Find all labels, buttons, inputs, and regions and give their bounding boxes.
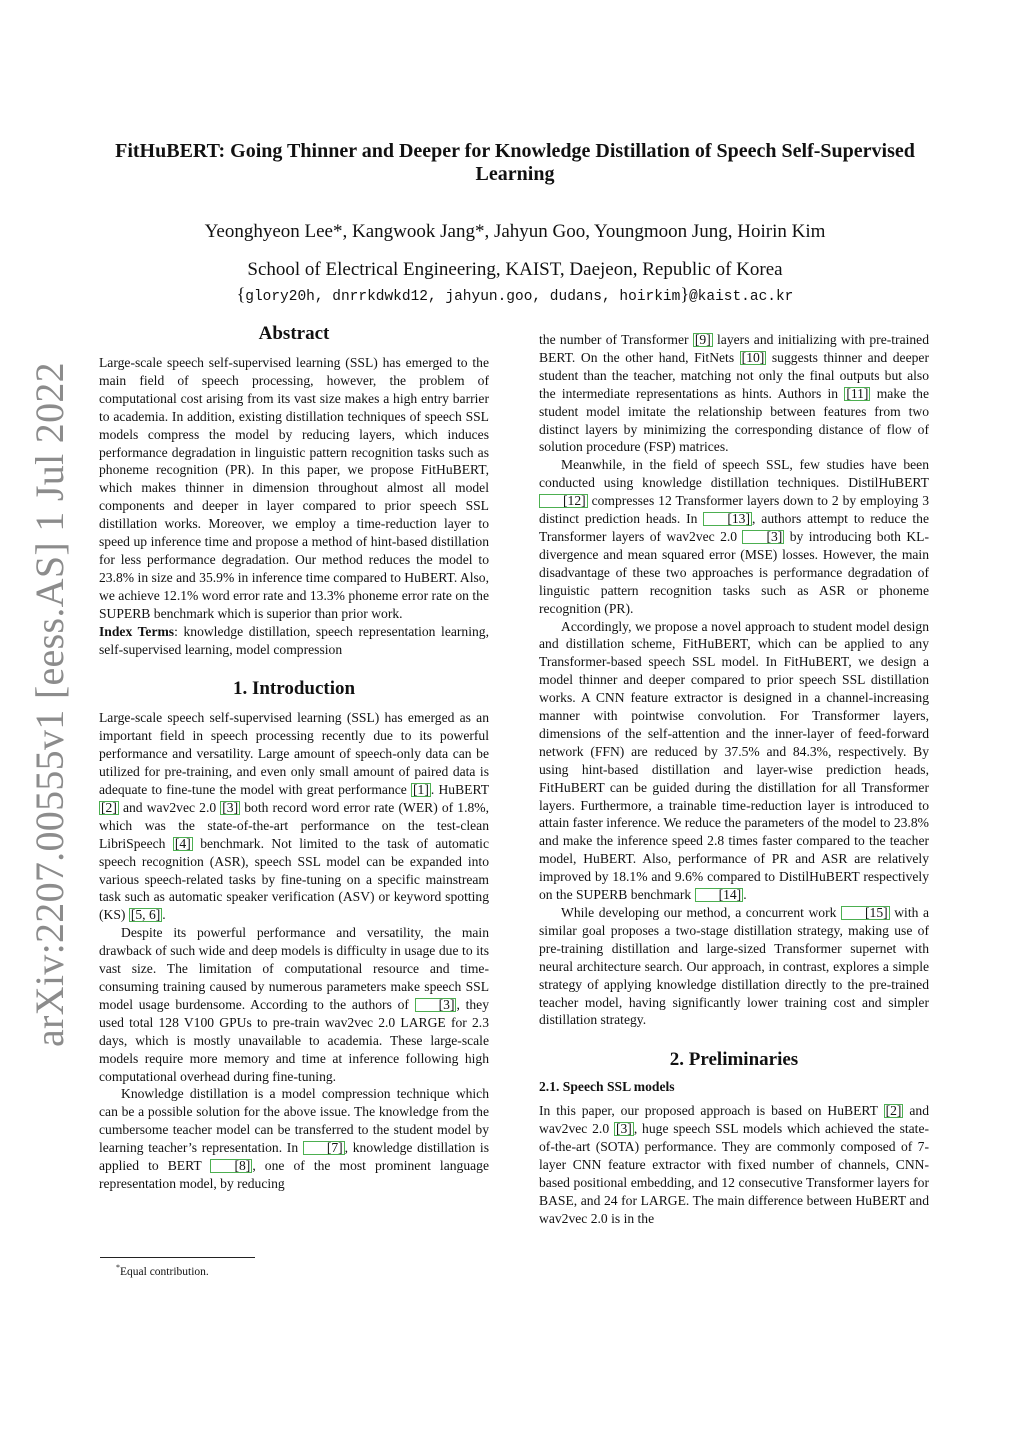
paragraph-text: and wav2vec 2.0 xyxy=(118,799,221,815)
intro-paragraph-2 xyxy=(99,924,489,1085)
footnote-mark: * xyxy=(116,1263,120,1272)
footnote-text: Equal contribution. xyxy=(120,1265,209,1278)
abstract-body: Large-scale speech self-supervised learning (SSL) has emerged to the main field of speech processing, however, the problem of computational cost arising from its vast size makes a high entry barrier to academia. In addition, existing distillation techniques of speech SSL models compress the model by reducing layers, which induces performance degradation in linguistic pattern recognition tasks such as phoneme recognition (PR). In this paper, we propose FitHuBERT, which makes thinner in dimension throughout almost all model components and deeper in layer compared to prior speech SSL distillation works. Moreover, we employ a time-reduction layer to speed up inference time and propose a method of hint-based distillation for less performance degradation. Our method reduces the model to 23.8% in size and 35.9% in inference time compared to HuBERT. Also, we achieve 12.1% word error rate and 13.3% phoneme error rate on the SUPERB benchmark which is superior than prior work. xyxy=(99,355,489,621)
intro-paragraph-6 xyxy=(539,618,929,905)
citation-link[interactable]: [8] xyxy=(210,1159,252,1173)
citation-link[interactable]: [5, 6] xyxy=(130,907,161,923)
paper-header xyxy=(100,140,930,306)
citation-link[interactable]: [13] xyxy=(703,512,752,526)
paragraph-text: While developing our method, a concurrent work xyxy=(561,905,841,920)
paragraph-text: . HuBERT xyxy=(430,782,489,798)
citation-link[interactable]: [3] xyxy=(615,1121,632,1137)
email-names: glory20h, dnrrkdwkd12, jahyun.goo, dudans, hoirkim xyxy=(245,289,681,305)
paragraph-text: , knowledge distillation is applied to BERT xyxy=(99,1140,489,1174)
intro-paragraph-5 xyxy=(539,456,929,617)
author-list: Yeonghyeon Lee*, Kangwook Jang*, Jahyun Goo, Youngmoon Jung, Hoirin Kim xyxy=(204,221,826,242)
paragraph-text: . xyxy=(743,887,747,903)
paragraph-text: , authors attempt to reduce the Transformer layers of wav2vec 2.0 xyxy=(539,511,929,544)
email-brace-close: } xyxy=(680,284,689,304)
paragraph-text: Large-scale speech self-supervised learning (SSL) has emerged as an important field in speech processing recently due to its powerful performance and versatility. Large amount of speech-only data can be utilized for pre-training, and even only small amount of paired data is adequate to fine-tune the model with great performance xyxy=(99,710,489,798)
citation-link[interactable]: [3] xyxy=(415,998,457,1012)
paragraph-text: and wav2vec 2.0 xyxy=(539,1103,929,1137)
subsection-heading: 2.1. Speech SSL models xyxy=(539,1079,675,1095)
citation-link[interactable]: [3] xyxy=(222,799,239,815)
abstract-heading: Abstract xyxy=(258,323,330,344)
citation-link[interactable]: [14] xyxy=(695,888,744,902)
introduction-heading: 1. Introduction xyxy=(232,678,356,700)
paragraph-text: Accordingly, we propose a novel approach to student model design and distillation scheme, FitHuBERT, which can be applied to any Transformer-based speech SSL model. In FitHuBERT, we design a model thinner and deeper compared to prior speech SSL distillation works. A CNN feature extractor is designed in a channel-increasing manner with pointwise convolution. For Transformer layers, dimensions of the self-attention and the inner-layer of feed-forward network (FFN) are reduced by 37.5% and 84.3%, respectively. By using hint-based distillation and layer-wise prediction heads, FitHuBERT can be guided during the distillation for all Transformer layers. Furthermore, a trainable time-reduction layer is introduced to attain faster inference. We reduce the parameters of the model to 23.8% and make the inference speed 2.8 times faster compared to the teacher model, HuBERT. Also, performance of PR and ASR are relatively improved by 18.1% and 9.6% compared to DistilHuBERT respectively on the SUPERB benchmark xyxy=(539,618,929,903)
paragraph-text: with a similar goal proposes a two-stage distillation strategy, making use of pre-training distillation and large-sized Transformer supernet with neural architecture search. Our approach, in contrast, explores a simple strategy of applying knowledge distillation directly to the pre-trained teacher model, having significantly lower training cost and simpler distillation strategy. xyxy=(539,905,929,1028)
intro-paragraph-3 xyxy=(99,1085,489,1192)
footnote xyxy=(116,1261,209,1279)
right-column xyxy=(539,331,929,1228)
email-line xyxy=(100,285,930,306)
paragraph-text: Meanwhile, in the field of speech SSL, few studies have been conducted using knowledge distillation techniques. DistilHuBERT xyxy=(539,457,929,491)
paragraph-text: by introducing both KL-divergence and mean squared error (MSE) losses. However, the main disadvantage of these two approaches is performance degradation of linguistic pattern recognition tasks such as ASR or phoneme recognition (PR). xyxy=(539,528,929,616)
left-column xyxy=(99,322,489,1193)
paragraph-text: , huge speech SSL models which achieved the state-of-the-art (SOTA) performance. They are commonly composed of 7-layer CNN feature extractor with fixed number of channels, CNN-based positional embedding, and 12 consecutive Transformer layers for BASE, and 24 for LARGE. The main difference between HuBERT and wav2vec 2.0 is in the xyxy=(539,1121,930,1226)
paragraph-text: Despite its powerful performance and versatility, the main drawback of such wide and deep models is difficulty in usage due to its vast size. The limitation of computational resource and time-consuming training caused by numerous parameters make speech SSL model usage burdensome. According to the authors of xyxy=(99,925,489,1012)
affiliation: School of Electrical Engineering, KAIST, Daejeon, Republic of Korea xyxy=(247,259,783,280)
paragraph-text: In this paper, our proposed approach is based on HuBERT xyxy=(539,1103,884,1119)
paragraph-text: , they used total 128 V100 GPUs to pre-train wav2vec 2.0 LARGE for 2.3 days, which is mostly unavailable to academia. These large-scale models require more memory and time at inference following high computational overhead during fine-tuning. xyxy=(99,996,489,1084)
citation-link[interactable]: [4] xyxy=(174,835,191,851)
paragraph-text: suggests thinner and deeper student than the teacher, matching not only the final outputs but also the intermediate representations as hints. Authors in xyxy=(539,349,929,401)
citation-link[interactable]: [2] xyxy=(101,799,117,815)
email-brace-open: { xyxy=(236,284,246,304)
paragraph-text: benchmark. Not limited to the task of automatic speech recognition (ASR), speech SSL model can be expanded into various speech-related tasks by fine-tuning on a specific mainstream task such as automatic speaker verification (ASV) or keyword spotting (KS) xyxy=(99,835,489,923)
index-terms-label: Index Terms xyxy=(99,623,175,639)
paragraph-text: both record word error rate (WER) of 1.8%, which was the state-of-the-art performance on the test-clean LibriSpeech xyxy=(99,799,489,851)
email-domain: @kaist.ac.kr xyxy=(688,289,794,305)
arxiv-stamp: arXiv:2207.00555v1 [eess.AS] 1 Jul 2022 xyxy=(27,362,72,1047)
prelim-paragraph-1 xyxy=(539,1102,929,1227)
citation-link[interactable]: [1] xyxy=(413,782,429,798)
intro-paragraph-4 xyxy=(539,331,929,456)
paper-title: FitHuBERT: Going Thinner and Deeper for Knowledge Distillation of Speech Self-Supervised Learning xyxy=(115,140,915,185)
citation-link[interactable]: [7] xyxy=(303,1141,345,1155)
paragraph-text: Knowledge distillation is a model compression technique which can be a possible solution for the above issue. The knowledge from the cumbersome teacher model can be transferred to the student model by learning teacher’s representation. In xyxy=(99,1086,489,1156)
preliminaries-heading: 2. Preliminaries xyxy=(669,1049,799,1071)
paragraph-text: , one of the most prominent language representation model, by reducing xyxy=(99,1158,489,1191)
paragraph-text: make the student model imitate the relationship between features from two distinct layers by minimizing the corresponding distance of flow of solution procedure (FSP) matrices. xyxy=(539,385,929,455)
paragraph-text: the number of Transformer xyxy=(539,332,693,347)
citation-link[interactable]: [9] xyxy=(694,332,711,347)
footnote-divider xyxy=(100,1257,255,1258)
citation-link[interactable]: [15] xyxy=(841,906,890,920)
paragraph-text: . xyxy=(162,907,166,923)
index-terms xyxy=(99,623,489,659)
paragraph-text: compresses 12 Transformer layers down to 2 by employing 3 distinct prediction heads. In xyxy=(539,493,929,527)
intro-paragraph-1 xyxy=(99,709,489,924)
citation-link[interactable]: [11] xyxy=(846,385,869,401)
citation-link[interactable]: [3] xyxy=(742,530,784,544)
paragraph-text: layers and initializing with pre-trained BERT. On the other hand, FitNets xyxy=(539,332,930,365)
index-terms-text: : knowledge distillation, speech representation learning, self-supervised learning, model compression xyxy=(99,623,489,657)
intro-paragraph-7 xyxy=(539,904,929,1029)
citation-link[interactable]: [12] xyxy=(539,494,588,508)
citation-link[interactable]: [2] xyxy=(885,1103,902,1119)
citation-link[interactable]: [10] xyxy=(741,349,765,365)
